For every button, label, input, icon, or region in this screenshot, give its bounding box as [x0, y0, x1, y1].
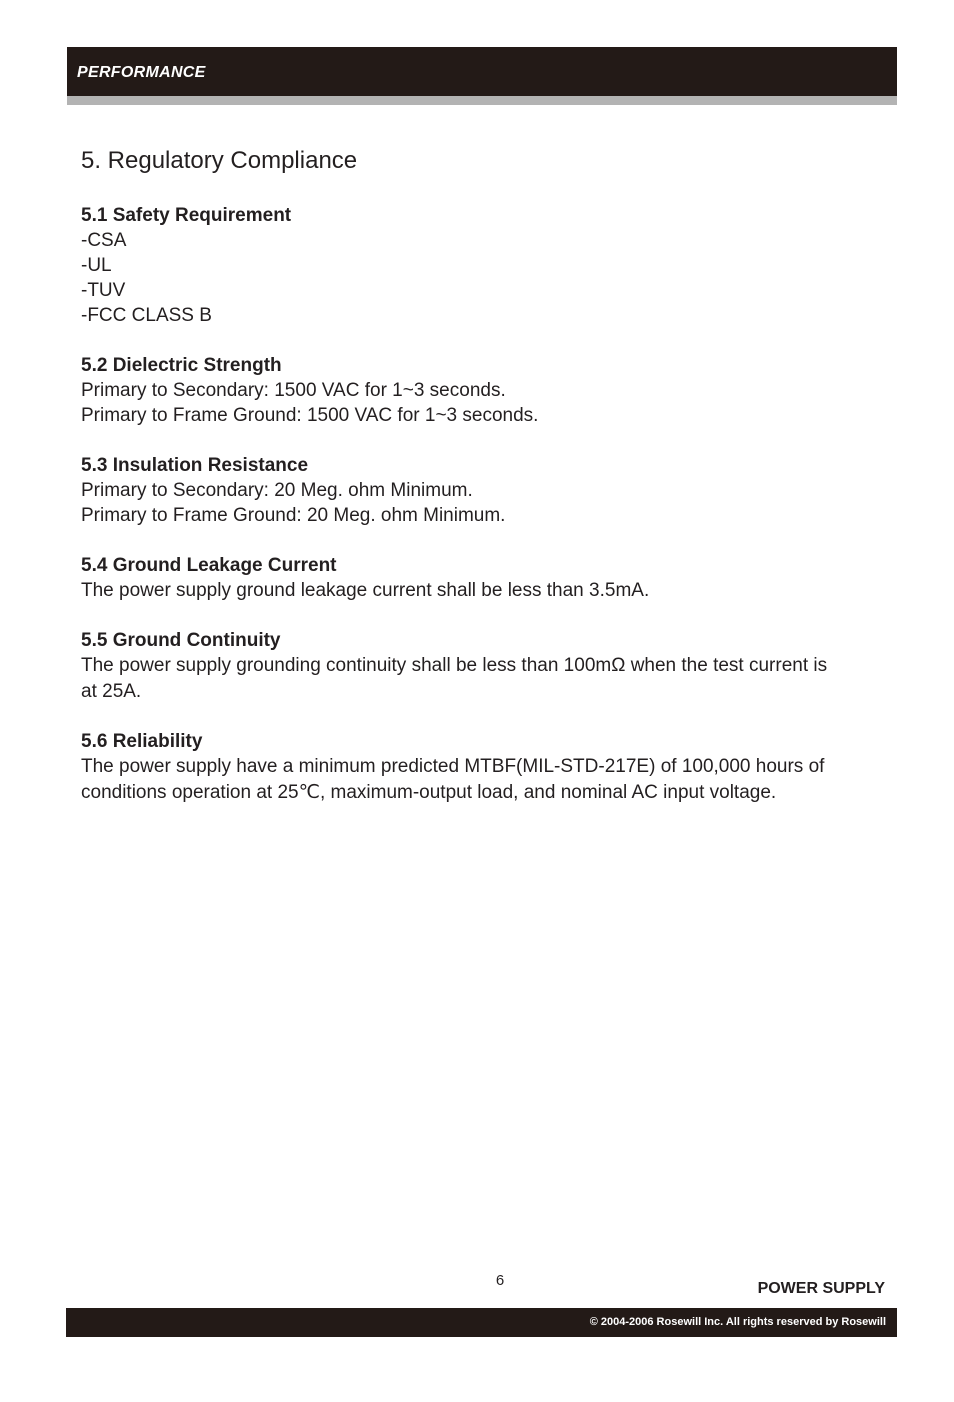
page-number: 6 [495, 1272, 505, 1289]
page-content [81, 145, 871, 830]
footer-product-label: POWER SUPPLY [757, 1280, 885, 1297]
header-title: PERFORMANCE [77, 64, 206, 81]
section-reliability [81, 729, 871, 805]
section-line: Primary to Frame Ground: 1500 VAC for 1~3 seconds. [81, 405, 539, 426]
section-heading: 5.2 Dielectric Strength [81, 355, 282, 376]
section-line: -TUV [81, 280, 126, 301]
section-ground-continuity [81, 628, 871, 704]
section-line: Primary to Secondary: 1500 VAC for 1~3 seconds. [81, 380, 506, 401]
section-heading: 5.5 Ground Continuity [81, 630, 281, 651]
section-line: -FCC CLASS B [81, 305, 212, 326]
section-heading: 5.3 Insulation Resistance [81, 455, 309, 476]
section-insulation-resistance [81, 453, 871, 528]
section-paragraph: The power supply have a minimum predicted MTBF(MIL-STD-217E) of 100,000 hours of conditions operation at 25℃, maximum-output load, and nominal AC input voltage. [81, 756, 825, 803]
section-heading: 5.6 Reliability [81, 731, 203, 752]
header-underline [67, 96, 897, 105]
section-dielectric-strength [81, 353, 871, 428]
section-line: -UL [81, 255, 112, 276]
section-paragraph: The power supply grounding continuity shall be less than 100mΩ when the test current is at 25A. [81, 655, 828, 702]
section-line: -CSA [81, 230, 127, 251]
header-bar [67, 47, 897, 96]
section-line: The power supply ground leakage current shall be less than 3.5mA. [81, 580, 650, 601]
page-title: 5. Regulatory Compliance [81, 147, 358, 174]
section-heading: 5.4 Ground Leakage Current [81, 555, 337, 576]
section-ground-leakage-current [81, 553, 871, 603]
section-line: Primary to Secondary: 20 Meg. ohm Minimum. [81, 480, 473, 501]
section-safety-requirement [81, 203, 871, 328]
section-line: Primary to Frame Ground: 20 Meg. ohm Minimum. [81, 505, 506, 526]
footer-copyright: © 2004-2006 Rosewill Inc. All rights reserved by Rosewill [589, 1316, 886, 1328]
section-heading: 5.1 Safety Requirement [81, 205, 292, 226]
footer-bar [66, 1308, 897, 1337]
